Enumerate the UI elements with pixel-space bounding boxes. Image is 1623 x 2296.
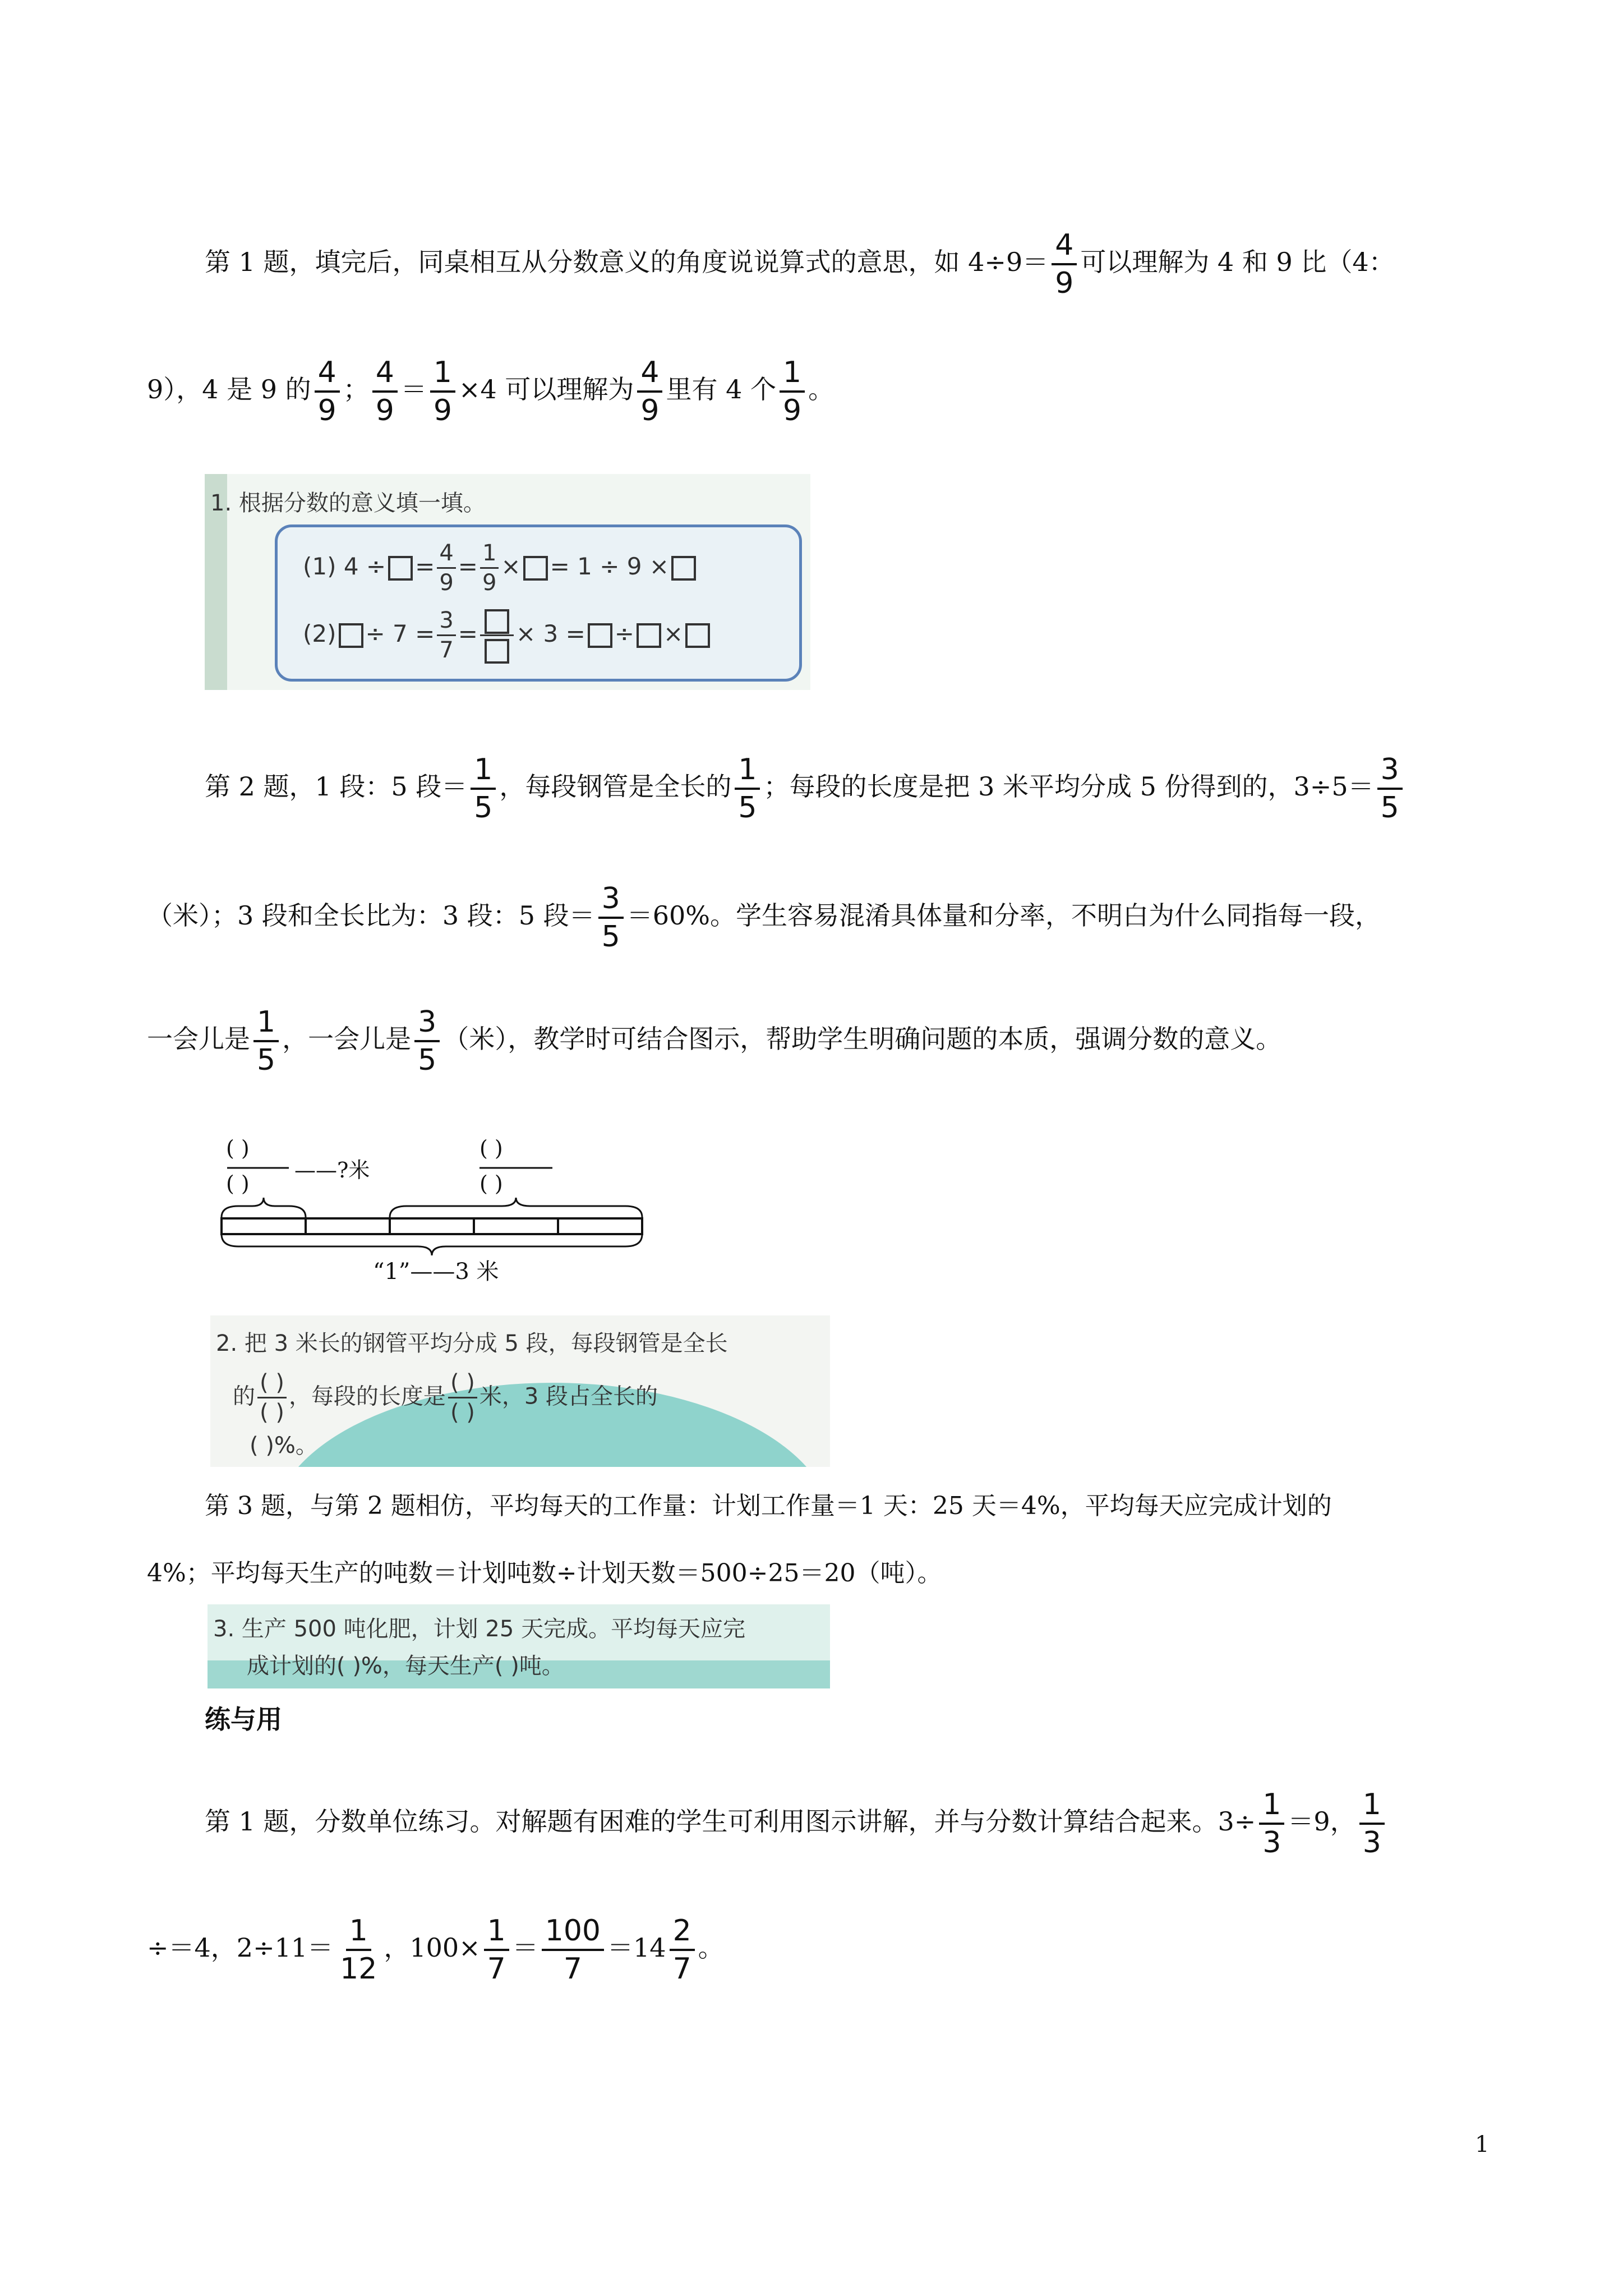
numerator: 1 bbox=[430, 355, 455, 393]
answer-box[interactable] bbox=[485, 639, 509, 664]
text: （米）；3 段和全长比为：3 段：5 段＝ bbox=[147, 900, 595, 931]
fraction bbox=[437, 539, 455, 597]
numerator: 1 bbox=[346, 1913, 371, 1951]
text: ÷＝4，2÷11＝ bbox=[147, 1932, 334, 1963]
denominator: 9 bbox=[482, 570, 497, 596]
answer-box[interactable] bbox=[339, 623, 363, 648]
text: 的 bbox=[233, 1383, 255, 1410]
numerator: 4 bbox=[1052, 227, 1077, 265]
fraction bbox=[1359, 1787, 1385, 1861]
numerator: 2 bbox=[670, 1913, 695, 1951]
fraction bbox=[1259, 1787, 1284, 1861]
denominator: 5 bbox=[257, 1043, 276, 1077]
numerator: 1 bbox=[480, 539, 499, 569]
numerator: 3 bbox=[598, 881, 624, 919]
text: = 1 ÷ 9 × bbox=[550, 553, 670, 580]
exercise-3-line-2: 成计划的( )%，每天生产( )吨。 bbox=[247, 1653, 564, 1679]
denominator: 7 bbox=[672, 1952, 691, 1986]
denominator: 7 bbox=[487, 1952, 506, 1986]
denominator: 9 bbox=[317, 394, 336, 427]
numerator: 100 bbox=[542, 1913, 604, 1951]
text: 可以理解为 4 和 9 比（4： bbox=[1080, 247, 1395, 277]
numerator: 1 bbox=[780, 355, 805, 393]
denominator: 9 bbox=[439, 570, 454, 596]
text: ＝14 bbox=[607, 1932, 666, 1963]
fraction bbox=[1052, 227, 1077, 301]
denominator: 5 bbox=[474, 791, 493, 825]
section-heading: 练与用 bbox=[205, 1704, 282, 1734]
exercise-1-row-1: (1) 4 ÷ = $\frac{4}{9}$ = $\frac{1}{9}$ × = 1 ÷ 9 × bbox=[303, 539, 698, 597]
numerator: 1 bbox=[1259, 1787, 1284, 1825]
answer-box[interactable] bbox=[685, 623, 710, 648]
p1-line2 bbox=[147, 355, 834, 429]
denominator: 9 bbox=[375, 394, 394, 427]
fraction bbox=[372, 355, 398, 429]
exercise-1-row-2 bbox=[303, 606, 712, 664]
p3-line2: 4%；平均每天生产的吨数＝计划吨数÷计划天数＝500÷25＝20（吨）。 bbox=[147, 1559, 942, 1588]
blank-top-right[interactable]: ( ) bbox=[479, 1136, 503, 1161]
numerator: 3 bbox=[414, 1004, 440, 1042]
fraction bbox=[637, 355, 662, 429]
text: ＝ bbox=[400, 374, 427, 404]
numerator: 4 bbox=[372, 355, 398, 393]
exercise-3-line-1: 3. 生产 500 吨化肥，计划 25 天完成。平均每天应完 bbox=[213, 1616, 745, 1642]
p3-line1: 第 3 题，与第 2 题相仿，平均每天的工作量：计划工作量＝1 天：25 天＝4%，平均每天应完成计划的 bbox=[205, 1492, 1332, 1520]
whole-label: “1”——3 米 bbox=[373, 1259, 499, 1285]
text: ；每段的长度是把 3 米平均分成 5 份得到的，3÷5＝ bbox=[763, 771, 1374, 802]
denominator: 7 bbox=[439, 637, 454, 663]
answer-box[interactable] bbox=[637, 623, 661, 648]
answer-box[interactable] bbox=[671, 556, 696, 581]
fraction bbox=[315, 355, 340, 429]
p2-line2 bbox=[147, 881, 1381, 955]
text: 一会儿是 bbox=[147, 1024, 250, 1054]
text: 第 1 题，填完后，同桌相互从分数意义的角度说说算式的意思，如 4÷9＝ bbox=[205, 247, 1049, 277]
text: ÷ bbox=[614, 620, 634, 647]
fraction bbox=[670, 1913, 695, 1987]
fraction bbox=[484, 1913, 509, 1987]
fraction bbox=[598, 881, 624, 955]
fraction bbox=[437, 606, 455, 664]
exercise-2-line-1: 2. 把 3 米长的钢管平均分成 5 段，每段钢管是全长 bbox=[216, 1331, 728, 1356]
denominator: 3 bbox=[1362, 1826, 1381, 1860]
text: 。 bbox=[698, 1932, 724, 1963]
fraction bbox=[430, 355, 455, 429]
numerator: ( ) bbox=[257, 1369, 287, 1398]
p2-line3 bbox=[147, 1004, 1281, 1078]
text: × bbox=[501, 553, 521, 580]
fraction bbox=[471, 752, 496, 826]
p4-line2 bbox=[147, 1913, 724, 1987]
denominator: 9 bbox=[433, 394, 452, 427]
text: （米），教学时可结合图示，帮助学生明确问题的本质，强调分数的意义。 bbox=[443, 1024, 1282, 1054]
textbook-excerpt-2 bbox=[210, 1315, 830, 1467]
text: ，每段钢管是全长的 bbox=[499, 771, 732, 802]
numerator: 1 bbox=[471, 752, 496, 790]
denominator: 5 bbox=[601, 920, 620, 954]
page-number: 1 bbox=[1475, 2132, 1490, 2157]
text: 里有 4 个 bbox=[666, 374, 776, 404]
text: ＝60%。学生容易混淆具体量和分率，不明白为什么同指每一段， bbox=[626, 900, 1381, 931]
numerator: 4 bbox=[437, 539, 455, 569]
text: 9），4 是 9 的 bbox=[147, 374, 311, 404]
fraction bbox=[735, 752, 760, 826]
textbook-excerpt-1 bbox=[205, 474, 810, 690]
text: × 3 = bbox=[515, 620, 585, 647]
numerator: 1 bbox=[1359, 1787, 1385, 1825]
p1-line1 bbox=[205, 227, 1395, 301]
text: × bbox=[663, 620, 684, 647]
text: (2) bbox=[303, 620, 336, 647]
exercise-1-title: 1. 根据分数的意义填一填。 bbox=[210, 490, 486, 516]
denominator: 7 bbox=[563, 1952, 582, 1986]
fraction bbox=[414, 1004, 440, 1078]
p4-line1 bbox=[205, 1787, 1388, 1861]
text: = bbox=[458, 553, 478, 580]
text: ＝9， bbox=[1288, 1806, 1356, 1837]
exercise-2-line-3: ( )%。 bbox=[250, 1433, 318, 1458]
blank-bottom-left[interactable]: ( ) bbox=[226, 1171, 250, 1196]
numerator: 4 bbox=[315, 355, 340, 393]
numerator: ( ) bbox=[448, 1369, 477, 1398]
fraction bbox=[336, 1913, 380, 1987]
denominator: 9 bbox=[640, 394, 660, 427]
text: 第 1 题，分数单位练习。对解题有困难的学生可利用图示讲解，并与分数计算结合起来。3÷ bbox=[205, 1806, 1256, 1837]
text: ； bbox=[343, 374, 369, 404]
text: = bbox=[458, 620, 478, 647]
fraction bbox=[253, 1004, 279, 1078]
text: ，每段的长度是 bbox=[288, 1383, 446, 1410]
fraction bbox=[480, 539, 499, 597]
textbook-excerpt-3 bbox=[208, 1604, 830, 1688]
denominator: 9 bbox=[783, 394, 802, 427]
exercise-2-line-2 bbox=[233, 1369, 658, 1427]
denominator: 5 bbox=[1380, 791, 1399, 825]
answer-box[interactable] bbox=[523, 556, 548, 581]
fraction bbox=[1377, 752, 1403, 826]
blank-bottom-right[interactable]: ( ) bbox=[479, 1171, 503, 1196]
text: ×4 可以理解为 bbox=[458, 374, 634, 404]
blank-top-left[interactable]: ( ) bbox=[226, 1136, 250, 1161]
denominator: ( ) bbox=[450, 1400, 475, 1425]
denominator: ( ) bbox=[260, 1400, 284, 1425]
text: (1) 4 ÷ bbox=[303, 553, 386, 580]
numerator: 1 bbox=[253, 1004, 279, 1042]
segment-diagram bbox=[216, 1128, 665, 1290]
numerator: 1 bbox=[484, 1913, 509, 1951]
text: ＝ bbox=[512, 1932, 538, 1963]
denominator: 5 bbox=[738, 791, 757, 825]
text: ÷ 7 = bbox=[365, 620, 435, 647]
numerator: 4 bbox=[637, 355, 662, 393]
numerator: 3 bbox=[1377, 752, 1403, 790]
text: 第 2 题，1 段：5 段＝ bbox=[205, 771, 468, 802]
numerator: 1 bbox=[735, 752, 760, 790]
denominator: 5 bbox=[418, 1043, 437, 1077]
denominator: 9 bbox=[1055, 266, 1074, 300]
fraction-blank[interactable] bbox=[448, 1369, 477, 1427]
p2-line1 bbox=[205, 752, 1406, 826]
fraction-boxes bbox=[480, 606, 514, 664]
fraction bbox=[780, 355, 805, 429]
text: ，一会儿是 bbox=[282, 1024, 412, 1054]
numerator: 3 bbox=[437, 606, 455, 636]
text: 米，3 段占全长的 bbox=[479, 1383, 658, 1410]
unknown-meters-label: ——?米 bbox=[294, 1158, 370, 1182]
denominator: 3 bbox=[1262, 1826, 1281, 1860]
text: 。 bbox=[808, 374, 834, 404]
fraction-blank[interactable] bbox=[257, 1369, 287, 1427]
answer-box[interactable] bbox=[388, 556, 413, 581]
answer-box[interactable] bbox=[588, 623, 612, 648]
fraction bbox=[542, 1913, 604, 1987]
answer-box[interactable] bbox=[485, 609, 509, 634]
denominator: 12 bbox=[340, 1952, 377, 1986]
text: ，100× bbox=[384, 1932, 481, 1963]
